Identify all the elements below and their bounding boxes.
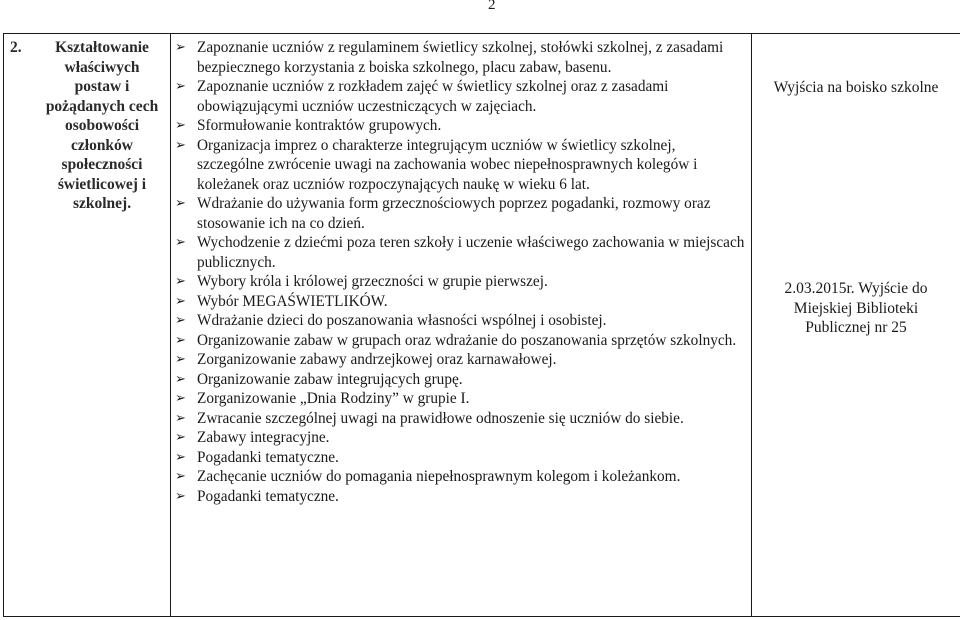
goal-cell: [4, 34, 171, 617]
task-list: [171, 34, 751, 506]
page-number: 2: [488, 0, 496, 13]
arrowhead-bullet-icon: ➢: [175, 137, 186, 153]
list-item: [175, 331, 745, 351]
arrowhead-bullet-icon: ➢: [175, 430, 186, 445]
list-item: [175, 370, 745, 390]
arrowhead-bullet-icon: ➢: [175, 235, 186, 250]
task-text: Pogadanki tematyczne.: [197, 448, 339, 466]
arrowhead-bullet-icon: ➢: [175, 410, 186, 426]
list-item: [175, 233, 745, 272]
list-item: [175, 38, 745, 77]
arrowhead-bullet-icon: ➢: [175, 449, 186, 465]
task-text: Zabawy integracyjne.: [197, 429, 330, 446]
goal-block: [4, 34, 170, 214]
arrowhead-bullet-icon: ➢: [175, 332, 186, 348]
arrowhead-bullet-icon: ➢: [175, 79, 186, 94]
task-text: Organizowanie zabaw w grupach oraz wdrażanie do poszanowania sprzętów szkolnych.: [197, 331, 737, 349]
arrowhead-bullet-icon: ➢: [175, 274, 186, 289]
list-item: [175, 116, 745, 136]
task-text: Zwracanie szczególnej uwagi na prawidłowe odnoszenie się uczniów do siebie.: [197, 409, 684, 427]
task-text: Wybór MEGAŚWIETLIKÓW.: [197, 292, 388, 310]
table-row: [4, 34, 960, 617]
arrowhead-bullet-icon: ➢: [175, 391, 186, 406]
arrowhead-bullet-icon: ➢: [175, 196, 186, 211]
list-item: [175, 487, 745, 507]
list-item: [175, 194, 745, 233]
list-item: [175, 77, 745, 116]
list-item: [175, 292, 745, 312]
task-text: Zachęcanie uczniów do pomagania niepełnosprawnym kolegom i koleżankom.: [197, 468, 681, 485]
task-text: Organizacja imprez o charakterze integrującym uczniów w świetlicy szkolnej, szczególne zwrócenie uwagi na zachowania wobec niepełnosprawnych kolegów i koleżanek oraz uczniów rozpoczynających naukę w wieku 6 lat.: [197, 136, 698, 193]
list-item: [175, 448, 745, 468]
arrowhead-bullet-icon: ➢: [175, 371, 186, 387]
notes-cell: [752, 34, 960, 617]
note-schoolyard-trip: Wyjścia na boisko szkolne: [773, 79, 939, 96]
task-text: Pogadanki tematyczne.: [197, 487, 339, 505]
list-item: [175, 409, 745, 429]
arrowhead-bullet-icon: ➢: [175, 293, 186, 309]
tasks-cell: [171, 34, 752, 617]
goal-text: Kształtowanie właściwych postaw i pożądanych cech osobowości członków społeczności świetlicowej i szkolnej.: [45, 39, 159, 212]
task-text: Wdrażanie dzieci do poszanowania własności wspólnej i osobistej.: [197, 312, 607, 329]
goal-number: 2.: [10, 39, 22, 56]
arrowhead-bullet-icon: ➢: [175, 469, 186, 484]
task-text: Wdrażanie do używania form grzecznościowych poprzez pogadanki, rozmowy oraz stosowanie ich na co dzień.: [197, 195, 711, 232]
list-item: [175, 350, 745, 370]
arrowhead-bullet-icon: ➢: [175, 488, 186, 504]
arrowhead-bullet-icon: ➢: [175, 118, 186, 133]
list-item: [175, 136, 745, 195]
note-library-trip: 2.03.2015r. Wyjście do Miejskiej Biblioteki Publicznej nr 25: [784, 280, 928, 336]
task-text: Sformułowanie kontraktów grupowych.: [197, 117, 442, 134]
task-text: Wychodzenie z dziećmi poza teren szkoły i uczenie właściwego zachowania w miejscach publicznych.: [197, 234, 745, 271]
task-text: Zorganizowanie zabawy andrzejkowej oraz karnawałowej.: [197, 351, 557, 368]
list-item: [175, 272, 745, 292]
arrowhead-bullet-icon: ➢: [175, 313, 186, 328]
arrowhead-bullet-icon: ➢: [175, 40, 186, 55]
list-item: [175, 311, 745, 331]
arrowhead-bullet-icon: ➢: [175, 352, 186, 367]
task-text: Zapoznanie uczniów z regulaminem świetlicy szkolnej, stołówki szkolnej, z zasadami bezpiecznego korzystania z boiska szkolnego, placu zabaw, basenu.: [197, 39, 724, 76]
task-text: Organizowanie zabaw integrujących grupę.: [197, 370, 463, 388]
list-item: [175, 467, 745, 487]
list-item: [175, 428, 745, 448]
plan-table: [3, 33, 960, 617]
task-text: Wybory króla i królowej grzeczności w grupie pierwszej.: [197, 273, 548, 290]
task-text: Zorganizowanie „Dnia Rodziny” w grupie I.: [197, 390, 470, 407]
list-item: [175, 389, 745, 409]
task-text: Zapoznanie uczniów z rozkładem zajęć w świetlicy szkolnej oraz z zasadami obowiązującymi uczniów uczestniczących w zajęciach.: [197, 78, 669, 115]
